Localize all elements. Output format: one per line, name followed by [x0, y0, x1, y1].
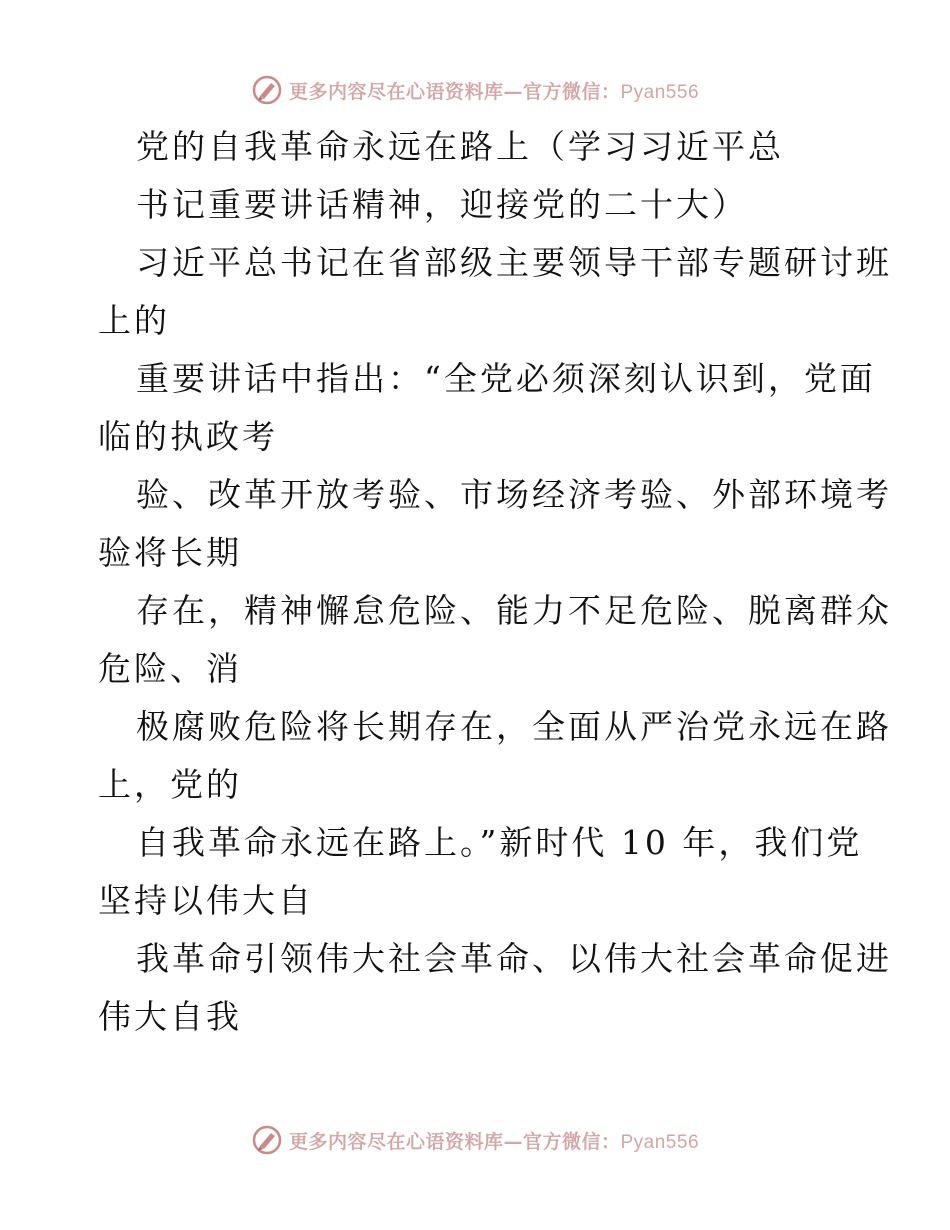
text-line: 上，党的 — [98, 765, 242, 804]
text-line: 危险、消 — [98, 649, 242, 688]
pen-logo-icon — [251, 74, 283, 106]
pen-logo-icon — [251, 1124, 283, 1156]
text-line: 自我革命永远在路上。”新时代 10 年，我们党 — [136, 823, 863, 862]
watermark-text: 更多内容尽在心语资料库—官方微信：Pyan556 — [288, 80, 700, 103]
text-line: 临的执政考 — [98, 417, 278, 456]
document-body — [98, 118, 892, 1046]
footer-watermark — [0, 1122, 950, 1158]
text-line: 我革命引领伟大社会革命、以伟大社会革命促进 — [136, 939, 892, 978]
text-line: 验将长期 — [98, 533, 242, 572]
text-line: 极腐败危险将长期存在，全面从严治党永远在路 — [136, 707, 892, 746]
text-line: 重要讲话中指出：“全党必须深刻认识到，党面 — [136, 359, 876, 398]
watermark-text: 更多内容尽在心语资料库—官方微信：Pyan556 — [288, 1130, 700, 1153]
text-line: 存在，精神懈怠危险、能力不足危险、脱离群众 — [136, 591, 892, 630]
text-line: 书记重要讲话精神，迎接党的二十大） — [136, 185, 748, 224]
text-line: 习近平总书记在省部级主要领导干部专题研讨班 — [136, 243, 892, 282]
text-line: 验、改革开放考验、市场经济考验、外部环境考 — [136, 475, 892, 514]
text-line: 党的自我革命永远在路上（学习习近平总 — [136, 127, 784, 166]
text-line: 坚持以伟大自 — [98, 881, 314, 920]
text-line: 上的 — [98, 301, 170, 340]
header-watermark — [0, 72, 950, 108]
text-line: 伟大自我 — [98, 997, 242, 1036]
